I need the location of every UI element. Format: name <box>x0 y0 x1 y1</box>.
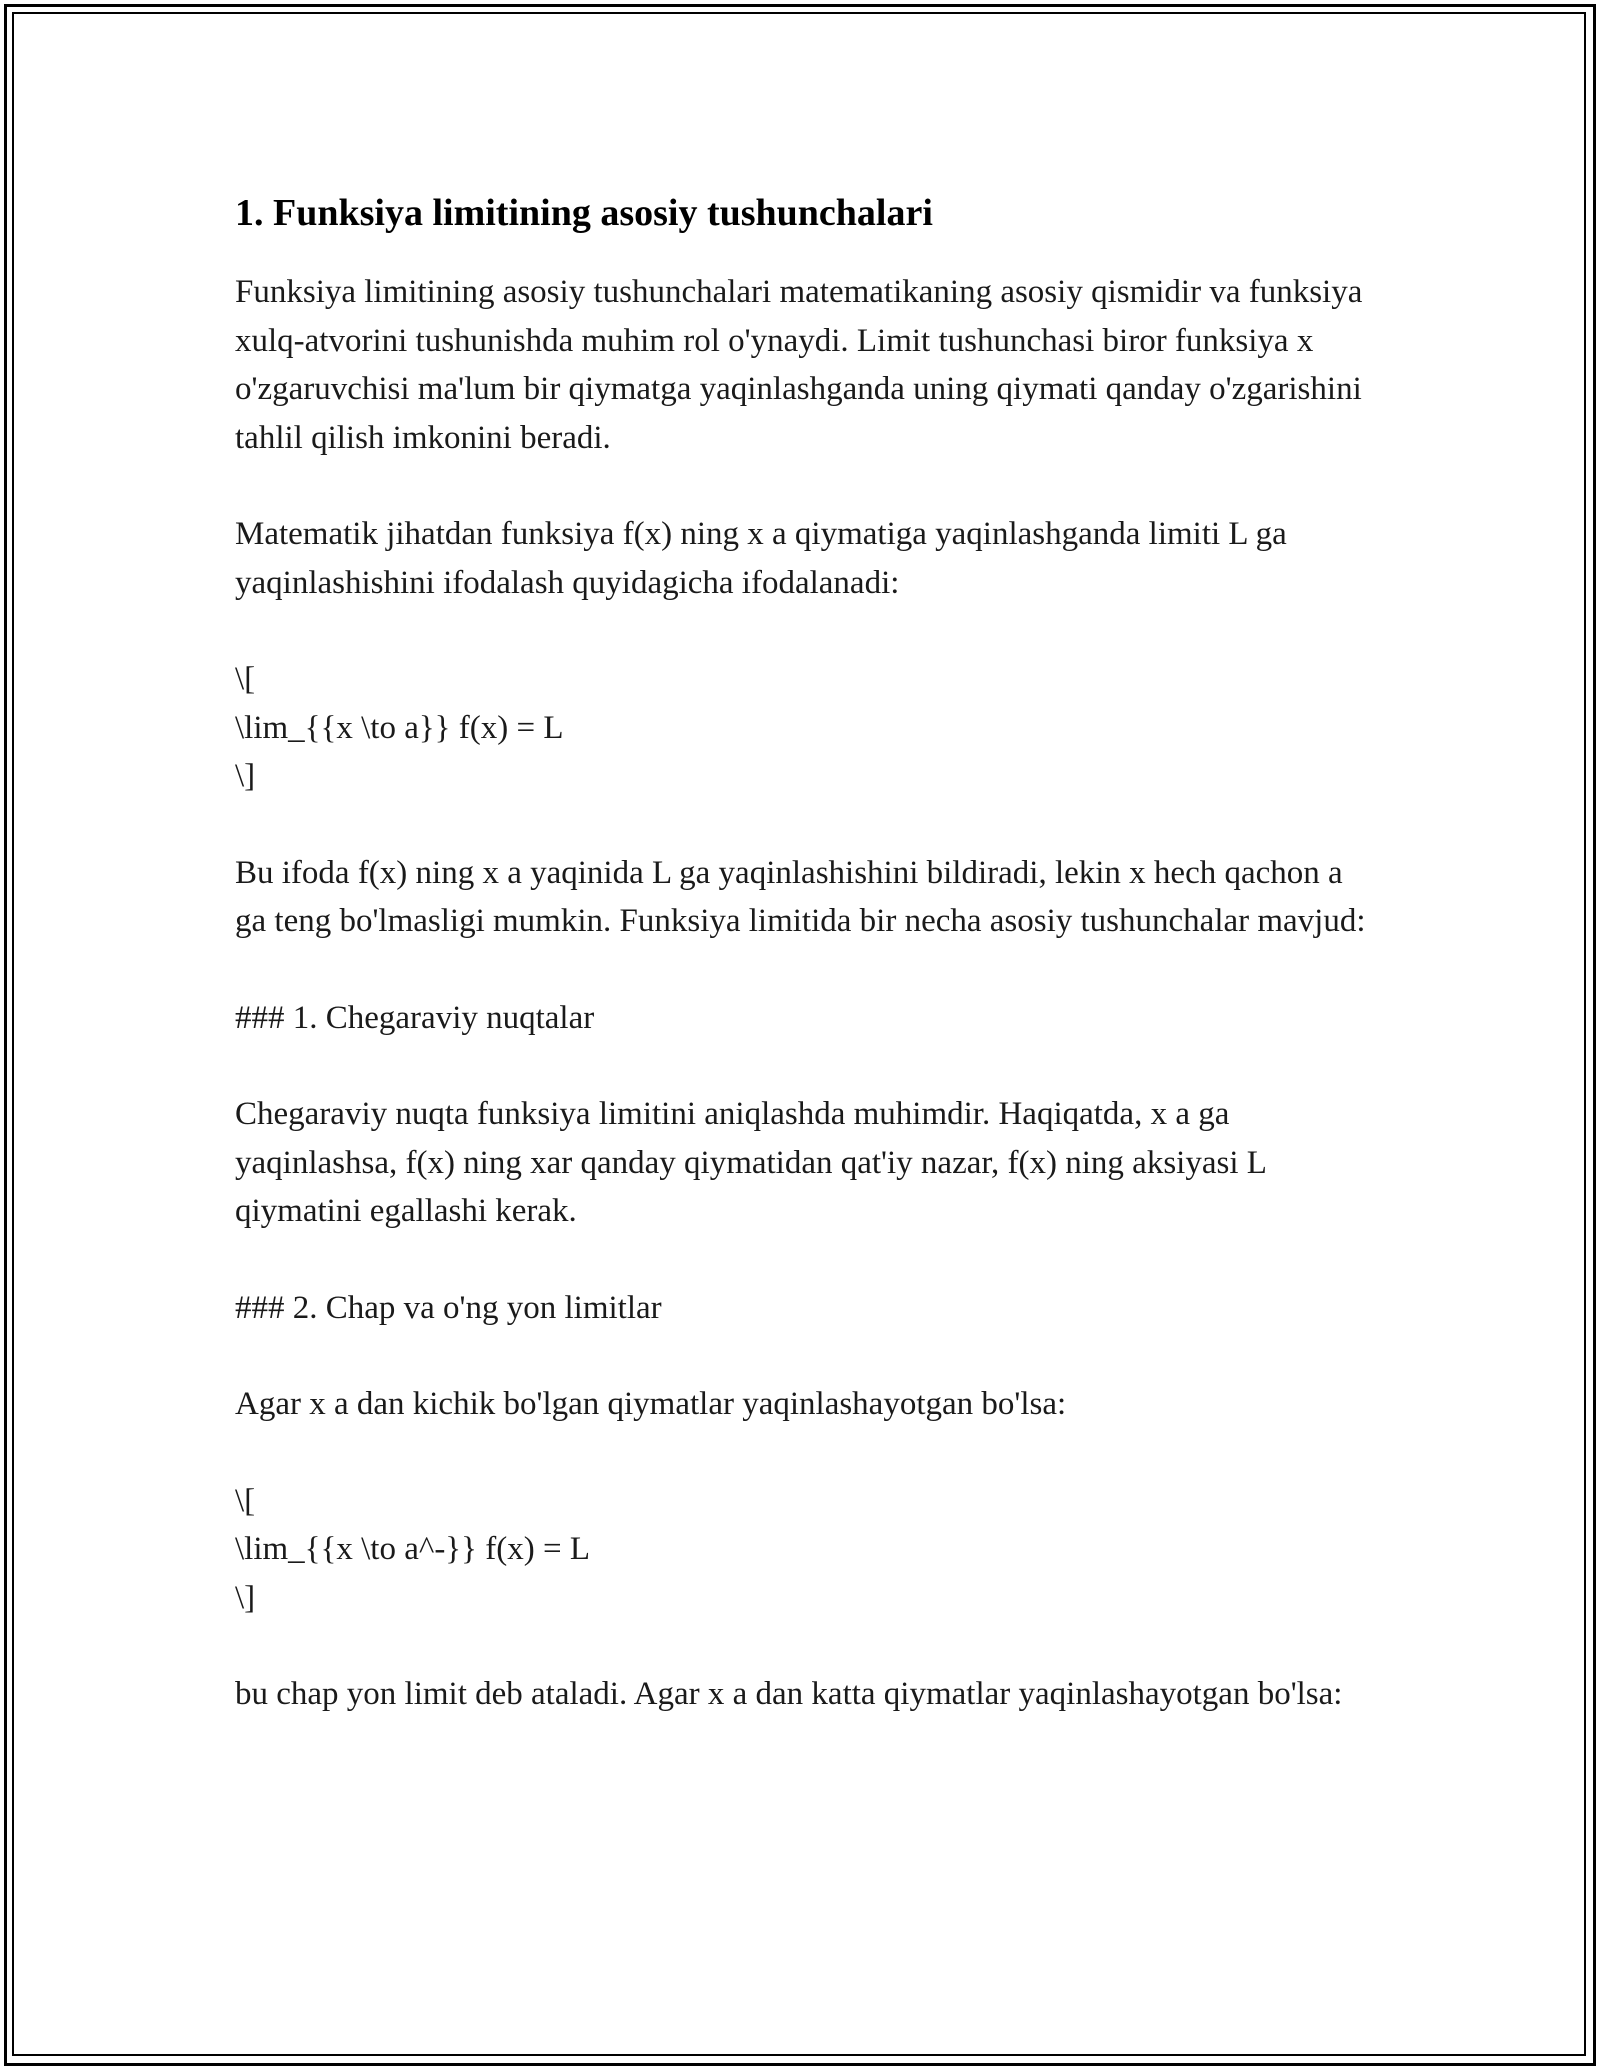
equation-line: \lim_{{x \to a^-}} f(x) = L <box>235 1531 590 1567</box>
paragraph-left-limit-definition: bu chap yon limit deb ataladi. Agar x a dan katta qiymatlar yaqinlashayotgan bo'lsa: <box>235 1676 1343 1712</box>
equation-line: \[ <box>235 661 256 697</box>
equation-line: \] <box>235 758 256 794</box>
document-body <box>235 188 1375 1767</box>
equation-left-limit <box>235 1477 1375 1623</box>
paragraph-explanation: Bu ifoda f(x) ning x a yaqinida L ga yaqinlashishini bildiradi, lekin x hech qachon a ga teng bo'lmasligi mumkin. Funksiya limitida bir necha asosiy tushunchalar mavjud: <box>235 854 1366 939</box>
equation-line: \lim_{{x \to a}} f(x) = L <box>235 709 564 746</box>
paragraph-left-limit-intro: Agar x a dan kichik bo'lgan qiymatlar yaqinlashayotgan bo'lsa: <box>235 1386 1067 1422</box>
equation-limit <box>235 655 1375 801</box>
equation-line: \] <box>235 1579 256 1616</box>
equation-line: \[ <box>235 1482 256 1519</box>
subheading-boundary-points: ### 1. Chegaraviy nuqtalar <box>235 999 595 1036</box>
subheading-one-sided-limits: ### 2. Chap va o'ng yon limitlar <box>235 1289 662 1326</box>
paragraph-definition: Matematik jihatdan funksiya f(x) ning x a qiymatiga yaqinlashganda limiti L ga yaqinlashishini ifodalash quyidagicha ifodalanadi: <box>235 516 1287 601</box>
paragraph-boundary-points: Chegaraviy nuqta funksiya limitini aniqlashda muhimdir. Haqiqatda, x a ga yaqinlashsa, f(x) ning xar qanday qiymatidan qat'iy nazar, f(x) ning aksiyasi L qiymatini egallashi kerak. <box>235 1096 1266 1229</box>
paragraph-intro: Funksiya limitining asosiy tushunchalari matematikaning asosiy qismidir va funksiya xulq-atvorini tushunishda muhim rol o'ynaydi. Limit tushunchasi biror funksiya x o'zgaruvchisi ma'lum bir qiymatga yaqinlashganda uning qiymati qanday o'zgarishini tahlil qilish imkonini beradi. <box>235 274 1363 456</box>
document-title: 1. Funksiya limitining asosiy tushunchalari <box>235 192 933 234</box>
